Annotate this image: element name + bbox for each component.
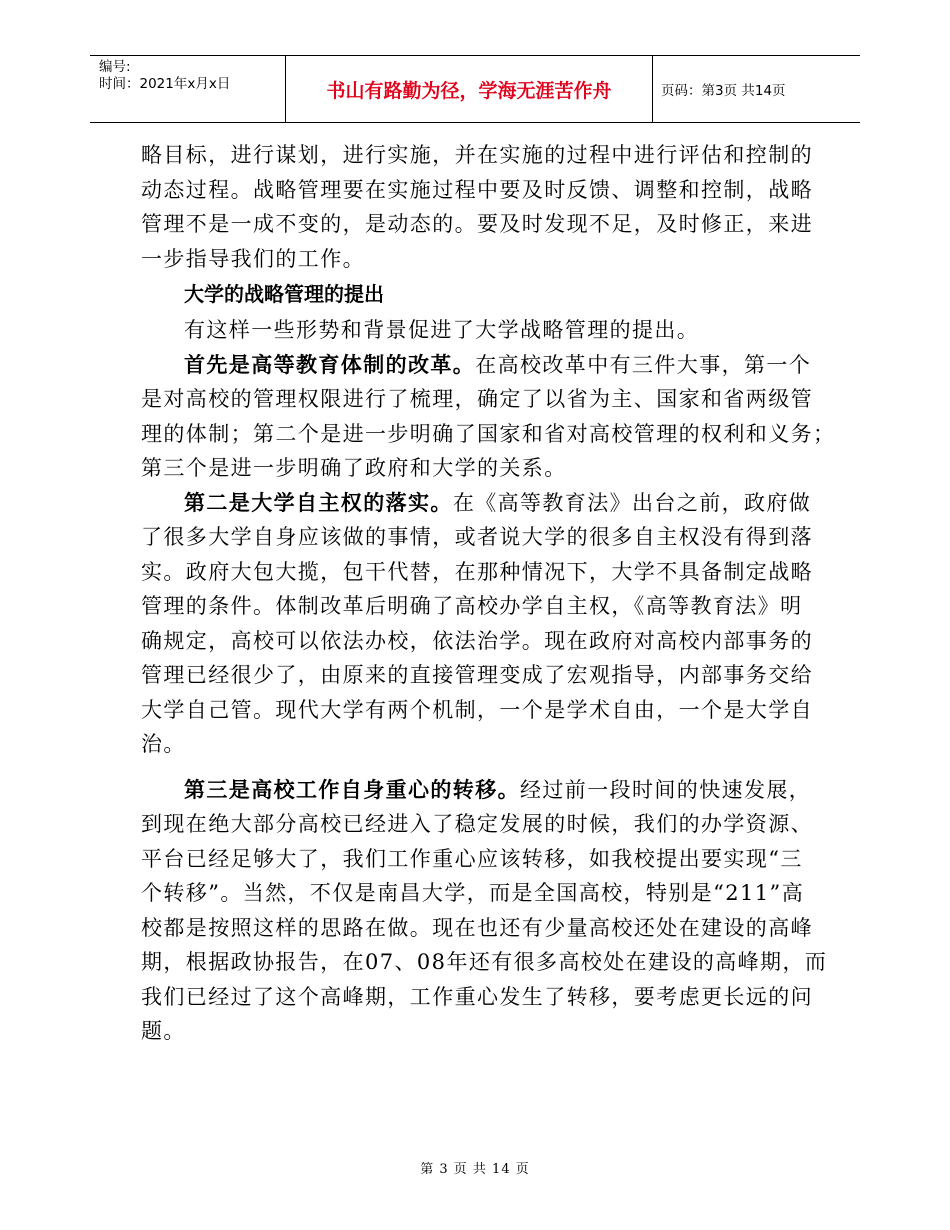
section-heading: 大学的战略管理的提出 bbox=[184, 282, 384, 306]
text-line bbox=[141, 348, 813, 383]
text-line: 确规定，高校可以依法办校，依法治学。现在政府对高校内部事务的 bbox=[141, 628, 813, 653]
text-run: 经过前一段时间的快速发展， bbox=[520, 777, 812, 802]
text-line: 治。 bbox=[141, 732, 186, 756]
text-line: 校都是按照这样的思路在做。现在也还有少量高校还处在建设的高峰 bbox=[141, 915, 813, 940]
document-body bbox=[141, 138, 836, 1049]
paragraph-third bbox=[141, 773, 828, 1049]
document-date-label: 时间：2021年x月x日 bbox=[99, 76, 231, 92]
text-line: 我们已经过了这个高峰期，工作重心发生了转移，要考虑更长远的问 bbox=[141, 984, 813, 1009]
text-line: 到现在绝大部分高校已经进入了稳定发展的时候，我们的办学资源、 bbox=[141, 812, 813, 836]
paragraph-lead: 第三是高校工作自身重心的转移。 bbox=[184, 777, 520, 802]
text-line: 大学自己管。现代大学有两个机制，一个是学术自由，一个是大学自 bbox=[141, 697, 813, 722]
text-line: 题。 bbox=[141, 1019, 186, 1043]
text-line bbox=[141, 773, 813, 808]
page-header bbox=[90, 55, 860, 123]
text-line: 期，根据政协报告，在07、08年还有很多高校处在建设的高峰期，而 bbox=[141, 950, 828, 974]
text-line: 动态过程。战略管理要在实施过程中要及时反馈、调整和控制，战略 bbox=[141, 177, 813, 202]
text-line: 平台已经足够大了，我们工作重心应该转移，如我校提出要实现“三 bbox=[141, 846, 803, 871]
text-line: 理的体制；第二个是进一步明确了国家和省对高校管理的权利和义务； bbox=[141, 421, 836, 446]
header-page-number: 页码：第3页 共14页 bbox=[661, 83, 786, 99]
text-line: 管理已经很少了，由原来的直接管理变成了宏观指导，内部事务交给 bbox=[141, 663, 813, 687]
paragraph-gap bbox=[141, 762, 813, 773]
paragraph-first bbox=[141, 348, 836, 486]
paragraph-second bbox=[141, 486, 813, 762]
text-line: 管理的条件。体制改革后明确了高校办学自主权，《高等教育法》明 bbox=[141, 594, 803, 618]
paragraph-lead: 首先是高等教育体制的改革。 bbox=[184, 352, 476, 377]
text-line: 管理不是一成不变的，是动态的。要及时发现不足，及时修正，来进 bbox=[141, 212, 813, 236]
text-line: 第三个是进一步明确了政府和大学的关系。 bbox=[141, 456, 567, 480]
intro-paragraph: 有这样一些形势和背景促进了大学战略管理的提出。 bbox=[184, 318, 700, 342]
text-run: 在高校改革中有三件大事，第一个 bbox=[475, 352, 812, 377]
paragraph-lead: 第二是大学自主权的落实。 bbox=[184, 490, 453, 515]
document-number-label: 编号: bbox=[99, 59, 131, 75]
text-line: 了很多大学自身应该做的事情，或者说大学的很多自主权没有得到落 bbox=[141, 525, 813, 549]
text-line: 一步指导我们的工作。 bbox=[141, 246, 365, 271]
text-line bbox=[141, 486, 813, 521]
text-line: 个转移”。当然，不仅是南昌大学，而是全国高校，特别是“211”高 bbox=[141, 881, 805, 905]
page-footer: 第 3 页 共 14 页 bbox=[420, 1162, 530, 1177]
header-motto: 书山有路勤为径，学海无涯苦作舟 bbox=[285, 56, 653, 122]
paragraph-continuation bbox=[141, 138, 813, 276]
header-meta bbox=[99, 59, 284, 93]
text-line: 略目标，进行谋划，进行实施，并在实施的过程中进行评估和控制的 bbox=[141, 143, 813, 167]
text-line: 是对高校的管理权限进行了梳理，确定了以省为主、国家和省两级管 bbox=[141, 387, 813, 411]
text-run: 在《高等教育法》出台之前，政府做 bbox=[452, 490, 812, 515]
text-line: 实。政府大包大揽，包干代替，在那种情况下，大学不具备制定战略 bbox=[141, 559, 813, 584]
